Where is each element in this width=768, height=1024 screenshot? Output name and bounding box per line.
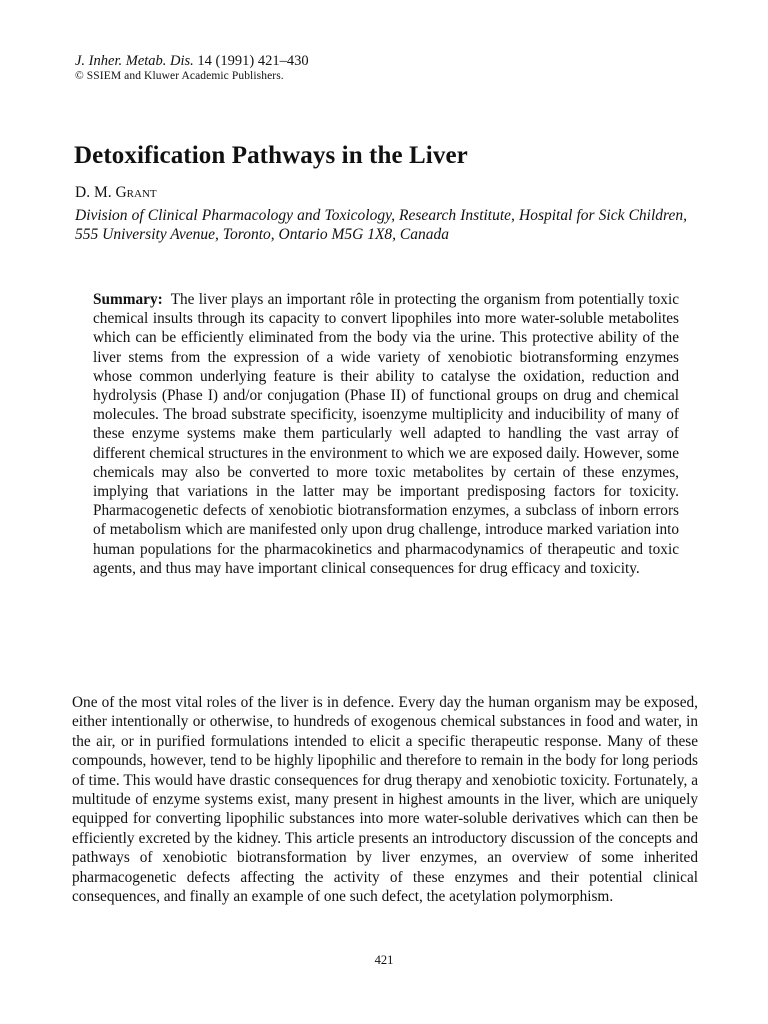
journal-reference: J. Inher. Metab. Dis.: [75, 53, 194, 69]
publisher-line: © SSIEM and Kluwer Academic Publishers.: [75, 70, 284, 82]
volume-info: 14 (1991) 421–430: [197, 53, 309, 69]
author-line: [75, 184, 157, 202]
summary-block: [93, 290, 679, 578]
summary-label: Summary:: [93, 291, 163, 308]
article-title: Detoxification Pathways in the Liver: [74, 142, 468, 169]
page-number: 421: [374, 953, 394, 967]
summary-text: The liver plays an important rôle in protecting the organism from potentially toxic chemical insults through its capacity to convert lipophiles into more water-soluble metabolites which can be efficiently eliminated from the body via the urine. This protective ability of the liver stems from the expression of a wide variety of xenobiotic biotransforming enzymes whose common underlying feature is their ability to catalyse the oxidation, reduction and hydrolysis (Phase I) and/or conjugation (Phase II) of functional groups on drug and chemical molecules. The broad substrate specificity, isoenzyme multiplicity and inducibility of many of these enzyme systems make them particularly well adapted to handling the vast array of different chemical structures in the environment to which we are exposed daily. However, some chemicals may also be converted to more toxic metabolites by certain of these enzymes, implying that variations in the latter may be important predisposing factors for toxicity. Pharmacogenetic defects of xenobiotic biotransformation enzymes, a subclass of inborn errors of metabolism which are manifested only upon drug challenge, introduce marked variation into human populations for the pharmacokinetics and pharmacodynamics of therapeutic and toxic agents, and thus may have important clinical consequences for drug efficacy and toxicity.: [93, 291, 679, 577]
author-affiliation: Division of Clinical Pharmacology and Toxicology, Research Institute, Hospital for Sick Children, 555 University Avenue, Toronto, Ontario M5G 1X8, Canada: [75, 207, 687, 243]
journal-citation: [75, 52, 309, 70]
intro-paragraph: One of the most vital roles of the liver is in defence. Every day the human organism may be exposed, either intentionally or otherwise, to hundreds of exogenous chemical substances in food and water, in the air, or in purified formulations intended to elicit a specific therapeutic response. Many of these compounds, however, tend to be highly lipophilic and therefore to remain in the body for long periods of time. This would have drastic consequences for drug therapy and xenobiotic toxicity. Fortunately, a multitude of enzyme systems exist, many present in highest amounts in the liver, which are uniquely equipped for converting lipophilic substances into more water-soluble derivatives which can then be efficiently excreted by the kidney. This article presents an introductory discussion of the concepts and pathways of xenobiotic biotransformation by liver enzymes, an overview of some inherited pharmacogenetic defects affecting the activity of these enzymes and their potential clinical consequences, and finally an example of one such defect, the acetylation polymorphism.: [72, 694, 698, 906]
author-surname: Grant: [115, 184, 157, 201]
author-initials: D. M.: [75, 184, 112, 201]
